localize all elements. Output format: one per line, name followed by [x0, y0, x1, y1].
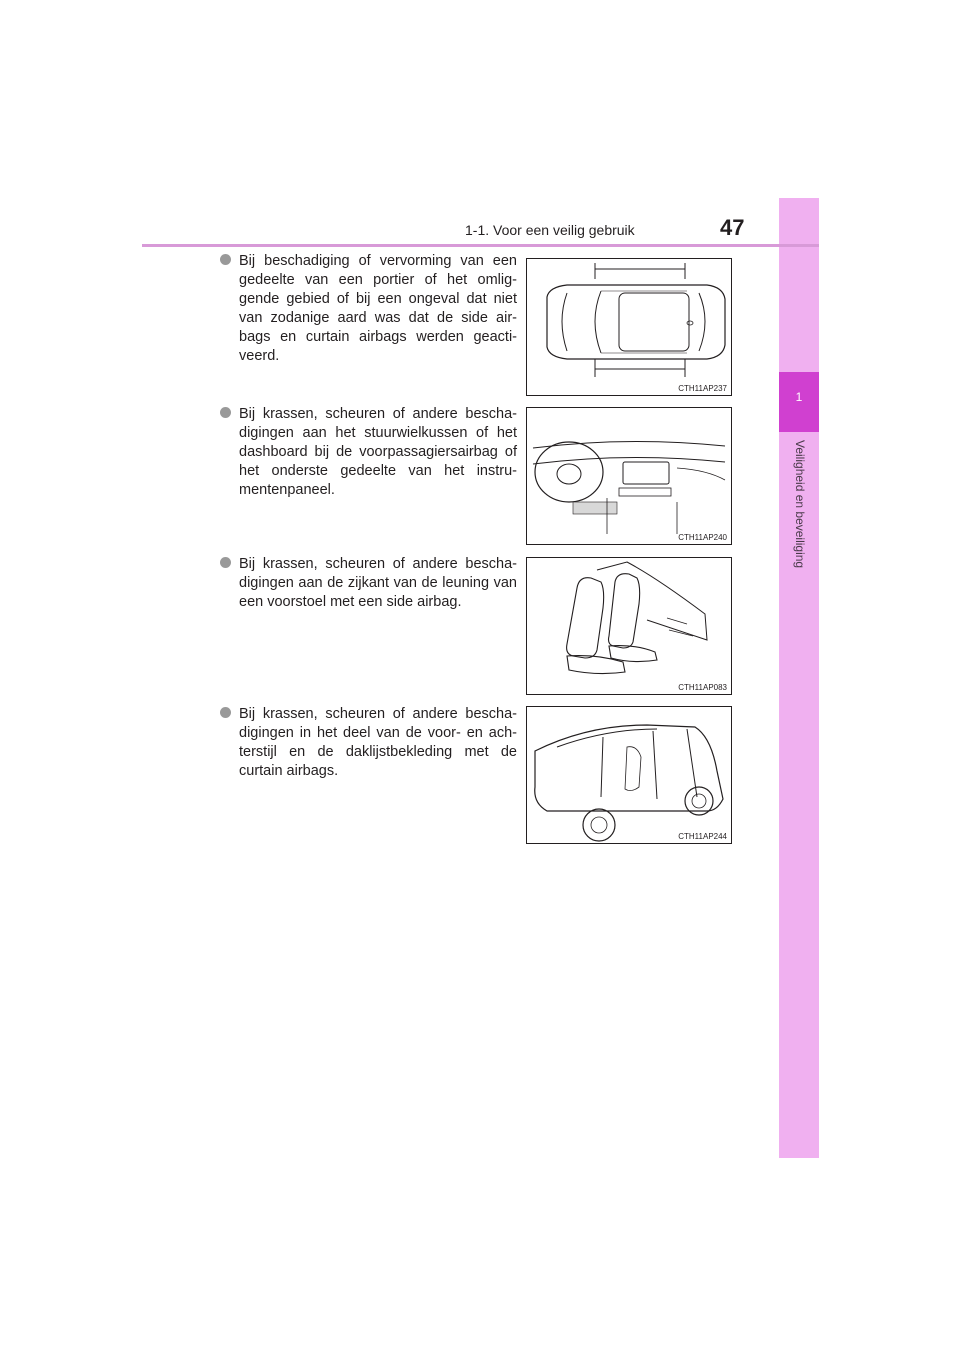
dashboard-illustration [527, 408, 731, 544]
chapter-number: 1 [795, 390, 803, 404]
figure-car-side-view [526, 706, 732, 844]
bullet-icon [220, 557, 231, 568]
side-tab [779, 198, 819, 1158]
bullet-icon [220, 254, 231, 265]
item-text: Bij beschadiging of vervorming van een gedeelte van een portier of het omlig-gende gebied of bij een ongeval dat niet van zodanige aard was dat de side air-bags en curtain airbags werden geacti-veerd. [239, 253, 517, 364]
list-item [222, 555, 517, 612]
figure-code: CTH11AP237 [678, 384, 727, 393]
page-number: 47 [720, 215, 745, 240]
list-item [222, 405, 517, 500]
car-top-view-illustration [527, 259, 731, 395]
figure-code: CTH11AP244 [678, 832, 727, 841]
bullet-icon [220, 707, 231, 718]
car-side-view-illustration [527, 707, 731, 843]
list-item [222, 252, 517, 366]
figure-front-seat [526, 557, 732, 695]
item-text: Bij krassen, scheuren of andere bescha-digingen aan het stuurwielkussen of het dashboard bij de voorpassagiersairbag of het onderste gedeelte van het instru-mentenpaneel. [239, 406, 517, 498]
front-seat-illustration [527, 558, 731, 694]
figure-code: CTH11AP240 [678, 533, 727, 542]
figure-code: CTH11AP083 [678, 683, 727, 692]
bullet-icon [220, 407, 231, 418]
figure-dashboard [526, 407, 732, 545]
item-text: Bij krassen, scheuren of andere bescha-digingen aan de zijkant van de leuning van een voorstoel met een side airbag. [239, 556, 517, 610]
item-text: Bij krassen, scheuren of andere bescha-digingen in het deel van de voor- en ach-terstijl en de daklijstbekleding met de curtain airbags. [239, 706, 517, 779]
list-item [222, 705, 517, 781]
figure-car-top-view [526, 258, 732, 396]
header-rule [142, 244, 819, 247]
section-header: 1-1. Voor een veilig gebruik [465, 222, 635, 238]
chapter-title: Veiligheid en beveiliging [793, 440, 807, 569]
